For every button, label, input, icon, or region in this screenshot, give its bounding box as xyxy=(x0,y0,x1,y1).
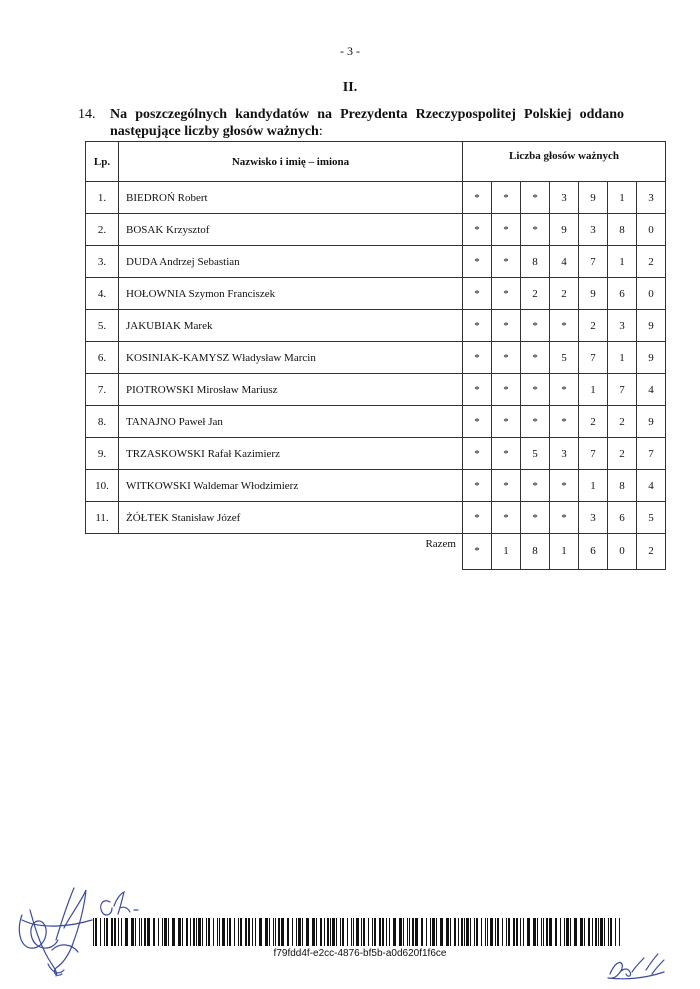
barcode-bar xyxy=(474,918,475,946)
vote-digit: * xyxy=(550,502,579,534)
barcode-bar xyxy=(361,918,362,946)
vote-digit: * xyxy=(463,246,492,278)
barcode-bar xyxy=(487,918,488,946)
vote-digit: 2 xyxy=(550,278,579,310)
barcode-bar xyxy=(481,918,482,946)
barcode-bar xyxy=(379,918,381,946)
barcode-bar xyxy=(595,918,597,946)
vote-digit: 2 xyxy=(608,438,637,470)
candidate-name: ŻÓŁTEK Stanisław Józef xyxy=(119,502,463,534)
barcode-bar xyxy=(227,918,228,946)
row-lp: 6. xyxy=(86,342,119,374)
barcode-bar xyxy=(560,918,561,946)
barcode-bar xyxy=(206,918,207,946)
vote-digit: * xyxy=(463,182,492,214)
barcode-bar xyxy=(615,918,616,946)
vote-digit: 7 xyxy=(579,246,608,278)
vote-digit: * xyxy=(463,406,492,438)
barcode-bar xyxy=(426,918,427,946)
barcode-bar xyxy=(131,918,134,946)
barcode-bar xyxy=(608,918,609,946)
vote-digit: 2 xyxy=(521,278,550,310)
vote-digit: * xyxy=(521,470,550,502)
barcode-bar xyxy=(193,918,195,946)
vote-digit: 1 xyxy=(579,470,608,502)
barcode-bar xyxy=(432,918,435,946)
total-digit: 2 xyxy=(637,534,666,570)
table-row xyxy=(86,278,666,310)
candidate-name: TANAJNO Paweł Jan xyxy=(119,406,463,438)
barcode-bar xyxy=(275,918,276,946)
vote-digit: * xyxy=(492,310,521,342)
barcode-bar xyxy=(198,918,201,946)
barcode-bar xyxy=(347,918,348,946)
barcode-bar xyxy=(208,918,210,946)
barcode-bar xyxy=(508,918,510,946)
barcode-bar xyxy=(222,918,225,946)
vote-digit: 9 xyxy=(579,278,608,310)
barcode-bar xyxy=(351,918,352,946)
vote-digit: * xyxy=(550,470,579,502)
barcode-bar xyxy=(368,918,369,946)
vote-digit: * xyxy=(492,374,521,406)
vote-digit: 1 xyxy=(608,182,637,214)
vote-digit: 6 xyxy=(608,278,637,310)
vote-digit: * xyxy=(521,502,550,534)
vote-digit: 9 xyxy=(550,214,579,246)
vote-digit: * xyxy=(492,470,521,502)
barcode-bar xyxy=(95,918,97,946)
barcode-bar xyxy=(430,918,431,946)
barcode-bar xyxy=(363,918,365,946)
row-lp: 2. xyxy=(86,214,119,246)
barcode-bar xyxy=(316,918,317,946)
barcode-bar xyxy=(476,918,478,946)
barcode-bar xyxy=(178,918,181,946)
table-row xyxy=(86,502,666,534)
question-text-wrap xyxy=(110,106,624,140)
row-lp: 10. xyxy=(86,470,119,502)
barcode-bar xyxy=(533,918,536,946)
candidate-name: DUDA Andrzej Sebastian xyxy=(119,246,463,278)
barcode-bar xyxy=(278,918,280,946)
barcode-bar xyxy=(182,918,183,946)
vote-digit: 3 xyxy=(608,310,637,342)
barcode-bar xyxy=(604,918,605,946)
vote-digit: * xyxy=(463,278,492,310)
barcode-bar xyxy=(340,918,341,946)
barcode-bar xyxy=(600,918,603,946)
vote-digit: * xyxy=(521,342,550,374)
barcode-bar xyxy=(592,918,593,946)
barcode-bar xyxy=(450,918,451,946)
vote-digit: * xyxy=(492,278,521,310)
barcode-bar xyxy=(549,918,552,946)
vote-digit: * xyxy=(463,310,492,342)
barcode-bar xyxy=(502,918,503,946)
barcode-bar xyxy=(324,918,325,946)
page-number: - 3 - xyxy=(340,44,360,58)
barcode-bar xyxy=(374,918,376,946)
barcode-bar xyxy=(436,918,437,946)
row-lp: 5. xyxy=(86,310,119,342)
vote-digit: 8 xyxy=(608,470,637,502)
barcode-bar xyxy=(342,918,344,946)
barcode-bar xyxy=(399,918,402,946)
barcode-bar xyxy=(382,918,384,946)
barcode-bar xyxy=(186,918,188,946)
barcode-bar xyxy=(543,918,544,946)
barcode-bar xyxy=(584,918,585,946)
vote-digit: 9 xyxy=(637,310,666,342)
barcode-bar xyxy=(104,918,105,946)
vote-digit: * xyxy=(521,406,550,438)
barcode-bar xyxy=(306,918,309,946)
barcode-bar xyxy=(588,918,590,946)
row-lp: 7. xyxy=(86,374,119,406)
table-header-row xyxy=(86,142,666,182)
barcode-bar xyxy=(259,918,262,946)
row-lp: 3. xyxy=(86,246,119,278)
barcode-bar xyxy=(281,918,284,946)
barcode-bar xyxy=(153,918,155,946)
barcode-bar xyxy=(409,918,410,946)
barcode-bar xyxy=(485,918,486,946)
barcode-bar xyxy=(248,918,250,946)
vote-digit: * xyxy=(492,182,521,214)
barcode-bar xyxy=(356,918,359,946)
barcode-bar xyxy=(332,918,335,946)
vote-digit: 3 xyxy=(579,502,608,534)
barcode-bar xyxy=(234,918,235,946)
barcode-bar xyxy=(111,918,113,946)
table-row xyxy=(86,182,666,214)
total-digit: 0 xyxy=(608,534,637,570)
candidate-name: JAKUBIAK Marek xyxy=(119,310,463,342)
barcode-bar xyxy=(158,918,159,946)
barcode-bar xyxy=(497,918,499,946)
vote-digit: 9 xyxy=(637,406,666,438)
row-lp: 8. xyxy=(86,406,119,438)
vote-digit: 4 xyxy=(637,470,666,502)
barcode-bar xyxy=(506,918,507,946)
vote-digit: * xyxy=(492,406,521,438)
vote-digit: * xyxy=(463,470,492,502)
barcode-bar xyxy=(320,918,322,946)
barcode-bar xyxy=(407,918,408,946)
barcode-bar xyxy=(372,918,373,946)
vote-digit: 3 xyxy=(579,214,608,246)
vote-digit: 9 xyxy=(637,342,666,374)
question-colon: : xyxy=(318,124,323,139)
barcode-bar xyxy=(541,918,542,946)
barcode-bar xyxy=(125,918,128,946)
barcode-bar xyxy=(516,918,518,946)
row-lp: 11. xyxy=(86,502,119,534)
barcode-bar xyxy=(555,918,557,946)
barcode-bar xyxy=(296,918,297,946)
vote-digit: * xyxy=(463,374,492,406)
table-row xyxy=(86,342,666,374)
vote-digit: 2 xyxy=(608,406,637,438)
barcode-bar xyxy=(446,918,449,946)
barcode-bar xyxy=(265,918,268,946)
barcode-bar xyxy=(217,918,218,946)
vote-digit: 5 xyxy=(521,438,550,470)
vote-digit: * xyxy=(521,214,550,246)
votes-table xyxy=(85,141,666,570)
vote-digit: 4 xyxy=(550,246,579,278)
vote-digit: * xyxy=(521,182,550,214)
vote-digit: 1 xyxy=(608,342,637,374)
barcode-bar xyxy=(564,918,565,946)
table-row xyxy=(86,310,666,342)
vote-digit: 3 xyxy=(550,438,579,470)
barcode-bar xyxy=(93,918,94,946)
header-lp: Lp. xyxy=(86,142,119,182)
barcode-bar xyxy=(610,918,612,946)
total-label: Razem xyxy=(425,538,456,550)
candidate-name: BIEDROŃ Robert xyxy=(119,182,463,214)
vote-digit: * xyxy=(463,214,492,246)
barcode-bar xyxy=(327,918,329,946)
barcode-bar xyxy=(273,918,274,946)
barcode-bar xyxy=(106,918,108,946)
barcode-bar xyxy=(196,918,197,946)
barcode-bar xyxy=(135,918,136,946)
barcode-bar xyxy=(240,918,242,946)
vote-digit: 7 xyxy=(579,342,608,374)
question-block xyxy=(78,106,624,140)
barcode-bar xyxy=(464,918,465,946)
candidate-name: WITKOWSKI Waldemar Włodzimierz xyxy=(119,470,463,502)
barcode-bar xyxy=(386,918,387,946)
barcode-bar xyxy=(353,918,354,946)
vote-digit: * xyxy=(492,214,521,246)
barcode-bar xyxy=(147,918,150,946)
barcode-bar xyxy=(168,918,169,946)
barcode-bar xyxy=(118,918,119,946)
barcode-bar xyxy=(298,918,301,946)
barcode-bar xyxy=(598,918,599,946)
barcode-bar xyxy=(292,918,293,946)
candidate-name: HOŁOWNIA Szymon Franciszek xyxy=(119,278,463,310)
barcode-bar xyxy=(527,918,530,946)
vote-digit: 3 xyxy=(637,182,666,214)
vote-digit: * xyxy=(521,310,550,342)
vote-digit: 2 xyxy=(579,310,608,342)
barcode-bar xyxy=(470,918,471,946)
vote-digit: 5 xyxy=(550,342,579,374)
barcode-bar xyxy=(213,918,214,946)
vote-digit: 9 xyxy=(579,182,608,214)
vote-digit: 7 xyxy=(637,438,666,470)
barcode-bar xyxy=(461,918,463,946)
candidate-name: PIOTROWSKI Mirosław Mariusz xyxy=(119,374,463,406)
table-row xyxy=(86,214,666,246)
table-row xyxy=(86,438,666,470)
table-row xyxy=(86,246,666,278)
barcode-bar xyxy=(389,918,390,946)
vote-digit: * xyxy=(492,246,521,278)
vote-digit: 8 xyxy=(608,214,637,246)
barcode-bar xyxy=(312,918,315,946)
initials-scribble xyxy=(606,948,666,982)
row-lp: 4. xyxy=(86,278,119,310)
vote-digit: 7 xyxy=(608,374,637,406)
barcode-bar xyxy=(172,918,175,946)
barcode-bar xyxy=(537,918,538,946)
barcode-bar xyxy=(415,918,418,946)
barcode-bar xyxy=(302,918,303,946)
barcode-bar xyxy=(495,918,496,946)
vote-digit: 0 xyxy=(637,214,666,246)
barcode-bar xyxy=(287,918,289,946)
barcode-bar xyxy=(440,918,443,946)
barcode-bar xyxy=(619,918,620,946)
total-digit: 6 xyxy=(579,534,608,570)
barcode-bar xyxy=(403,918,404,946)
total-digit: 1 xyxy=(550,534,579,570)
barcode-bar xyxy=(523,918,524,946)
barcode-bar xyxy=(574,918,577,946)
vote-digit: 6 xyxy=(608,502,637,534)
barcode-bar xyxy=(566,918,569,946)
vote-digit: 3 xyxy=(550,182,579,214)
barcode-bar xyxy=(412,918,414,946)
vote-digit: 2 xyxy=(579,406,608,438)
barcode-bar xyxy=(421,918,423,946)
barcode-bar xyxy=(454,918,456,946)
question-number: 14. xyxy=(78,107,96,122)
barcode-bar xyxy=(202,918,203,946)
header-votes: Liczba głosów ważnych xyxy=(463,142,666,182)
table-row xyxy=(86,406,666,438)
header-name: Nazwisko i imię – imiona xyxy=(119,142,463,182)
vote-digit: * xyxy=(463,438,492,470)
vote-digit: 8 xyxy=(521,246,550,278)
barcode-bar xyxy=(255,918,256,946)
row-lp: 9. xyxy=(86,438,119,470)
total-digit: 8 xyxy=(521,534,550,570)
barcode-bar xyxy=(393,918,396,946)
vote-digit: * xyxy=(463,342,492,374)
barcode-bar xyxy=(570,918,571,946)
section-heading: II. xyxy=(342,80,358,95)
barcode-bar xyxy=(245,918,247,946)
barcode-bar xyxy=(141,918,142,946)
barcode-bar xyxy=(520,918,521,946)
total-digit: * xyxy=(463,534,492,570)
barcode-bar xyxy=(330,918,331,946)
candidate-name: BOSAK Krzysztof xyxy=(119,214,463,246)
barcode-bar xyxy=(513,918,515,946)
vote-digit: * xyxy=(492,438,521,470)
candidate-name: KOSINIAK-KAMYSZ Władysław Marcin xyxy=(119,342,463,374)
barcode-bar xyxy=(252,918,253,946)
vote-digit: * xyxy=(463,502,492,534)
row-lp: 1. xyxy=(86,182,119,214)
vote-digit: 2 xyxy=(637,246,666,278)
barcode-bar xyxy=(121,918,122,946)
table-row xyxy=(86,374,666,406)
barcode-bar xyxy=(164,918,167,946)
candidate-name: TRZASKOWSKI Rafał Kazimierz xyxy=(119,438,463,470)
barcode-bar xyxy=(458,918,459,946)
barcode-bar xyxy=(238,918,239,946)
question-text: Na poszczególnych kandydatów na Prezydenta Rzeczypospolitej Polskiej oddano następujące liczby głosów ważnych xyxy=(110,107,624,139)
vote-digit: * xyxy=(492,342,521,374)
total-digit: 1 xyxy=(492,534,521,570)
barcode-bar xyxy=(269,918,270,946)
barcode-bar xyxy=(219,918,220,946)
table-row xyxy=(86,470,666,502)
vote-digit: 1 xyxy=(608,246,637,278)
vote-digit: 5 xyxy=(637,502,666,534)
barcode-bar xyxy=(580,918,583,946)
barcode xyxy=(93,918,621,946)
barcode-bar xyxy=(162,918,163,946)
table-body xyxy=(86,182,666,570)
vote-digit: * xyxy=(550,406,579,438)
barcode-bar xyxy=(490,918,493,946)
vote-digit: * xyxy=(550,310,579,342)
vote-digit: 0 xyxy=(637,278,666,310)
vote-digit: * xyxy=(492,502,521,534)
barcode-bar xyxy=(466,918,469,946)
vote-digit: 1 xyxy=(579,374,608,406)
total-row xyxy=(86,534,666,570)
barcode-bar xyxy=(546,918,548,946)
barcode-bar xyxy=(100,918,101,946)
barcode-id: f79fdd4f-e2cc-4876-bf5b-a0d620f1f6ce xyxy=(273,948,447,959)
barcode-bar xyxy=(144,918,146,946)
vote-digit: 7 xyxy=(579,438,608,470)
vote-digit: 4 xyxy=(637,374,666,406)
vote-digit: * xyxy=(521,374,550,406)
barcode-bar xyxy=(190,918,191,946)
barcode-bar xyxy=(139,918,140,946)
barcode-bar xyxy=(114,918,116,946)
barcode-bar xyxy=(229,918,231,946)
vote-digit: * xyxy=(550,374,579,406)
barcode-bar xyxy=(336,918,337,946)
